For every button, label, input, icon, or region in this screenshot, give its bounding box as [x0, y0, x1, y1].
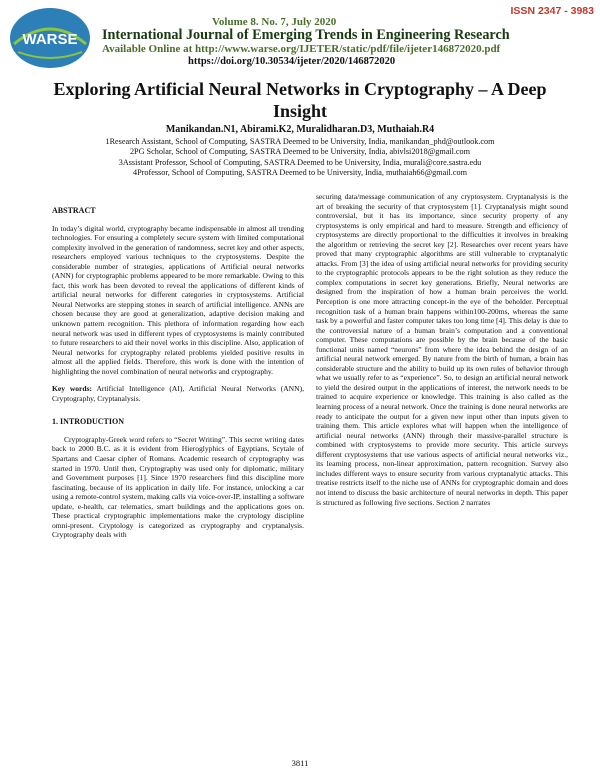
- affiliation-2: 2PG Scholar, School of Computing, SASTRA Deemed to be University, India, abivlsi2018@gmail.com: [129, 147, 471, 157]
- paper-title: Exploring Artificial Neural Networks in Cryptography – A Deep Insight: [53, 79, 547, 121]
- left-column: [52, 206, 304, 540]
- affiliation-1: 1Research Assistant, School of Computing, SASTRA Deemed to be University, India, manikandan_phd@outlook.com: [105, 137, 495, 146]
- intro-text: Cryptography-Greek word refers to “Secret Writing”. This secret writing dates back to 2000 B.C. as it is evident from Hieroglyphics of Egyptians, Scytale of Spartans and Caesar cipher of Romans. Academic research of cryptography was started in 1970. Until then, Cryptography was used only for diplomatic, military and Government purposes [1]. Since 1970 researchers find this discipline more fascinating, because of its application in daily life. For instance, unlocking a car using a remote-control system, making calls via voice-over-IP, installing a software update, e-health, car telematics, smart buildings and the applications goes on. These practical cryptographic implementations make the cryptology discipline omni-present. Cryptology is categorized as cryptography and cryptanalysis. Cryptography deals with: [52, 434, 304, 540]
- authors: Manikandan.N1, Abirami.K2, Muralidharan.D3, Muthaiah.R4: [165, 124, 435, 135]
- journal-name: International Journal of Emerging Trends in Engineering Research: [102, 27, 510, 43]
- abstract-text: In today’s digital world, cryptography became indispensable in almost all trending technologies. For ensuring a completely secure system with limited computational complexity involved in the generation of randomness, secret key and other aspects, researchers employed various techniques to the cryptosystems. Despite the considerable number of strategies, applications of Artificial neural networks (ANN) for cryptographic problems appeared to be more remarkable. Owing to this fact, this work has been devoted to reveal the applications of different kinds of artificial neural networks for different categories in cryptosystems. Artificial Neural Networks are stepping stones in search of artificial intelligence. ANNs are chosen because they are good at generalization, adaptive decision making and unknown pattern recognition. This plethora of information regarding how each neural network was used in different types of cryptosystems is mainly contributed to future researchers to aid their novel works in this discipline. Also, application of Neural networks for cryptography related problems yielded positive results in almost all the applied fields. Therefore, this work is done with the intention of highlighting the novel combination of neural networks and cryptography.: [52, 223, 304, 376]
- keywords: [52, 384, 304, 403]
- affiliations: [40, 137, 560, 179]
- affiliation-4: 4Professor, School of Computing, SASTRA Deemed to be University, India, muthaiah66@gmail.com: [133, 168, 467, 178]
- affiliation-3: 3Assistant Professor, School of Computing, SASTRA Deemed to be University, India, murali@core.sastra.edu: [118, 157, 482, 167]
- right-column-text: securing data/message communication of any cryptosystem. Cryptanalysis is the art of breaking the security of that cryptosystem [1]. Cryptanalysis might sound controversial, but it has its importance, since security property of any cryptosystems is only empirical and hard to measure. Strength and efficiency of cryptosystems are directly proportional to the difficulties it involves in breaking the algorithm or retrieving the secret key [2]. Researches over recent years have proved that many cryptographic algorithms are still vulnerable to cryptanalytic attacks. From [3] the idea of using artificial neural networks for providing security to the cryptographic protocols appears to be the right solution as they reduce the complex computations in secret key generations. Briefly, Neural networks are designed from the inspiration of how a human brain perceives the world. Perception is one more attracting concept-in the eye of the beholder. Perceptual recognition task of a human brain happens within100-200ms, whereas the same task by a powerful and faster computer takes too long time [4]. This delay is due to the controversial nature of a human brain’s computation and a conventional computer. These computations are possible by the brain because of the basic functional units named “neurons” from where the idea behind the design of an artificial neural network emerged. By nature from the birth of human, a brain has considerable structure and the ability to build up its own rules of behavior through what we usually refer to as “experience”. So, to design an artificial neural network to yield the desired output in the applications of interest, the network needs to be trained to acquire experience or knowledge. This training is also called as the learning process of a neural network. Once the training is done neural networks are ready to anticipate the output for a given new input other than inputs given to training them. This article explores what will happen when the intelligence of artificial neural networks (ANN) through their massive-parallel structure is combined with cryptosystems to provide more security. This article surveys different cryptosystems that use various aspects of artificial neural networks viz., its learning process, non-linear approximation, pattern recognition. Survey also includes different ways to ensure security from various cryptanalytic attacks. This treatise restricts itself to the niche use of ANNs for cryptographic domain and does not intend to discuss the basic architecture of neural networks in depth. This paper is structured as following five sections. Section 2 narrates: [316, 192, 568, 507]
- abstract-heading: ABSTRACT: [52, 206, 96, 215]
- keywords-label: Key words:: [52, 384, 93, 394]
- doi-link[interactable]: https://doi.org/10.30534/ijeter/2020/146872020: [188, 56, 396, 67]
- available-online-link[interactable]: Available Online at http://www.warse.org/IJETER/static/pdf/file/ijeter146872020.pdf: [102, 43, 501, 55]
- intro-heading: 1. INTRODUCTION: [52, 417, 125, 427]
- volume-info: Volume 8. No. 7, July 2020: [212, 16, 337, 28]
- logo-text: WARSE: [22, 31, 78, 48]
- page-number: 3811: [291, 758, 309, 768]
- keywords-text: Artificial Intelligence (AI), Artificial Neural Networks (ANN), Cryptography, Cryptanalysis.: [52, 384, 304, 403]
- right-column: [316, 192, 568, 507]
- issn: ISSN 2347 - 3983: [510, 5, 594, 17]
- warse-logo: [4, 4, 96, 72]
